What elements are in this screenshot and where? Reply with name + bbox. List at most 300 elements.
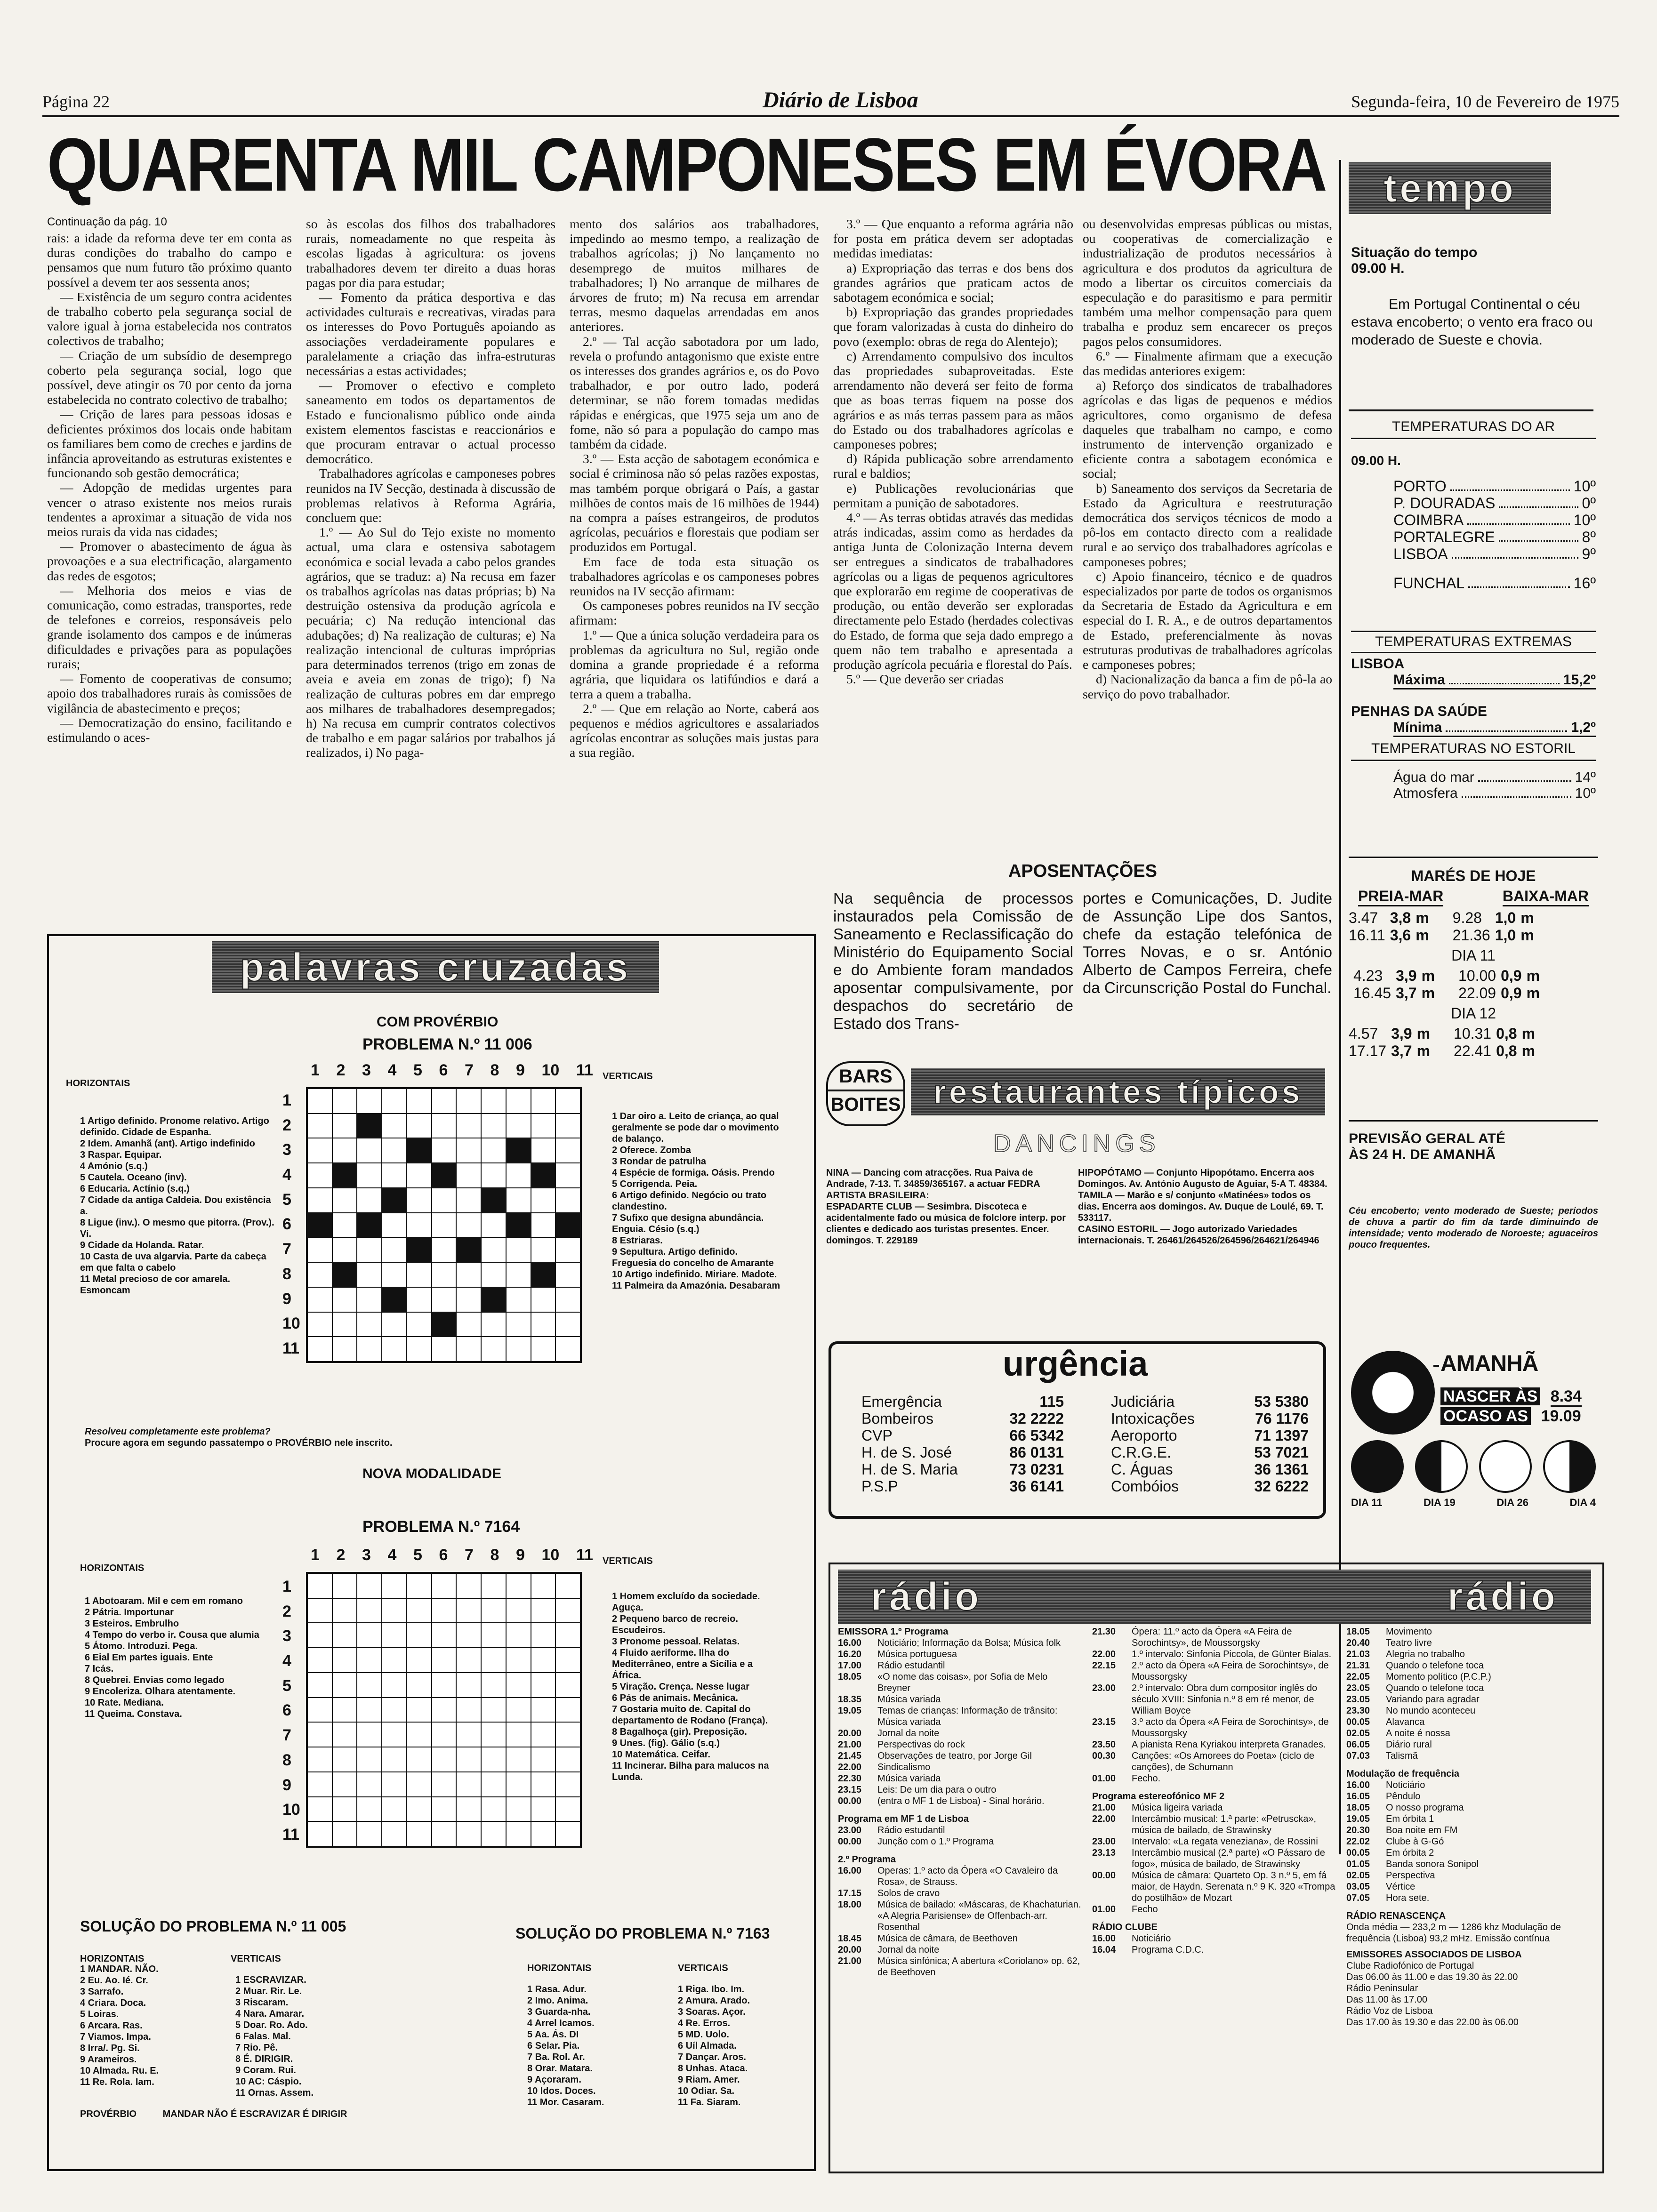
crossword-cell[interactable] xyxy=(531,1138,556,1163)
crossword-cell[interactable] xyxy=(357,1623,382,1648)
crossword-cell[interactable] xyxy=(307,1312,332,1337)
crossword-cell[interactable] xyxy=(555,1337,580,1362)
crossword-cell[interactable] xyxy=(531,1698,556,1723)
crossword-cell[interactable] xyxy=(357,1648,382,1673)
clue: 1 Artigo definido. Pronome relativo. Artigo definido. Cidade de Espanha. xyxy=(80,1116,269,1138)
crossword-cell[interactable] xyxy=(382,1138,407,1163)
crossword-cell[interactable] xyxy=(481,1312,506,1337)
crossword-cell[interactable] xyxy=(357,1287,382,1312)
crossword-cell[interactable] xyxy=(555,1114,580,1138)
crossword-cell[interactable] xyxy=(481,1797,506,1822)
crossword-cell[interactable] xyxy=(307,1237,332,1262)
crossword-cell[interactable] xyxy=(407,1089,432,1114)
clue: 1 Homem excluído da sociedade. Aguça. xyxy=(612,1591,760,1613)
crossword-cell[interactable] xyxy=(555,1747,580,1772)
crossword-cell[interactable] xyxy=(506,1337,531,1362)
crossword-cell[interactable] xyxy=(332,1821,357,1846)
crossword-cell[interactable] xyxy=(407,1237,432,1262)
crossword-cell[interactable] xyxy=(481,1337,506,1362)
crossword-cell[interactable] xyxy=(506,1287,531,1312)
crossword-cell[interactable] xyxy=(357,1163,382,1188)
crossword-cell[interactable] xyxy=(407,1648,432,1673)
crossword-cell[interactable] xyxy=(432,1337,457,1362)
crossword-cell[interactable] xyxy=(506,1138,531,1163)
crossword-cell[interactable] xyxy=(555,1089,580,1114)
p2-subtitle: NOVA MODALIDADE xyxy=(362,1466,501,1482)
crossword-cell[interactable] xyxy=(357,1188,382,1213)
urgencia-name: Aeroporto xyxy=(1111,1427,1177,1444)
solution-row: 10 Almada. Ru. E. xyxy=(80,2066,159,2076)
sol1-v-label: VERTICAIS xyxy=(231,1954,281,1964)
crossword-cell[interactable] xyxy=(432,1797,457,1822)
crossword-cell[interactable] xyxy=(531,1114,556,1138)
crossword-cell[interactable] xyxy=(307,1673,332,1698)
crossword-cell[interactable] xyxy=(531,1163,556,1188)
solution-row: 2 Imo. Anima. xyxy=(527,1996,588,2006)
crossword-cell[interactable] xyxy=(357,1312,382,1337)
crossword-cell[interactable] xyxy=(357,1772,382,1797)
crossword-cell[interactable] xyxy=(456,1138,481,1163)
crossword-cell[interactable] xyxy=(481,1089,506,1114)
crossword-cell[interactable] xyxy=(332,1312,357,1337)
crossword-cell[interactable] xyxy=(531,1287,556,1312)
crossword-cell[interactable] xyxy=(481,1188,506,1213)
crossword-cell[interactable] xyxy=(555,1598,580,1623)
crossword-cell[interactable] xyxy=(481,1213,506,1238)
crossword-cell[interactable] xyxy=(357,1213,382,1238)
crossword-cell[interactable] xyxy=(357,1138,382,1163)
tide-cell: 4.57 xyxy=(1349,1025,1378,1042)
crossword-cell[interactable] xyxy=(307,1623,332,1648)
moon-label: DIA 26 xyxy=(1496,1497,1528,1508)
crossword-cell[interactable] xyxy=(456,1772,481,1797)
crossword-cell[interactable] xyxy=(481,1114,506,1138)
crossword-cell[interactable] xyxy=(506,1648,531,1673)
crossword-cell[interactable] xyxy=(555,1262,580,1287)
crossword-cell[interactable] xyxy=(555,1237,580,1262)
crossword-cell[interactable] xyxy=(555,1821,580,1846)
crossword-cell[interactable] xyxy=(332,1188,357,1213)
crossword-cell[interactable] xyxy=(332,1287,357,1312)
maxima-value: 15,2º xyxy=(1563,672,1596,688)
crossword-cell[interactable] xyxy=(506,1188,531,1213)
crossword-cell[interactable] xyxy=(531,1722,556,1747)
crossword-cell[interactable] xyxy=(456,1598,481,1623)
radio-programme: Intervalo: «La regata veneziana», de Rossini xyxy=(1132,1836,1318,1847)
crossword-cell[interactable] xyxy=(555,1287,580,1312)
crossword-cell[interactable] xyxy=(531,1573,556,1598)
crossword-cell[interactable] xyxy=(456,1623,481,1648)
crossword-cell[interactable] xyxy=(382,1722,407,1747)
crossword-cell[interactable] xyxy=(307,1598,332,1623)
crossword-cell[interactable] xyxy=(357,1237,382,1262)
crossword-cell[interactable] xyxy=(481,1747,506,1772)
crossword-cell[interactable] xyxy=(555,1213,580,1238)
crossword-cell[interactable] xyxy=(307,1089,332,1114)
crossword-cell[interactable] xyxy=(555,1623,580,1648)
crossword-cell[interactable] xyxy=(357,1114,382,1138)
crossword-cell[interactable] xyxy=(332,1163,357,1188)
crossword-cell[interactable] xyxy=(407,1797,432,1822)
crossword-cell[interactable] xyxy=(481,1138,506,1163)
crossword-cell[interactable] xyxy=(432,1138,457,1163)
crossword-cell[interactable] xyxy=(357,1598,382,1623)
tide-cell: 3,6 xyxy=(1390,927,1411,944)
crossword-cell[interactable] xyxy=(506,1114,531,1138)
crossword-cell[interactable] xyxy=(407,1337,432,1362)
crossword-cell[interactable] xyxy=(382,1573,407,1598)
crossword-cell[interactable] xyxy=(357,1573,382,1598)
crossword-cell[interactable] xyxy=(531,1648,556,1673)
crossword-cell[interactable] xyxy=(357,1722,382,1747)
crossword-cell[interactable] xyxy=(357,1797,382,1822)
radio-item xyxy=(1346,1683,1591,1694)
crossword-cell[interactable] xyxy=(407,1772,432,1797)
crossword-cell[interactable] xyxy=(432,1648,457,1673)
crossword-cell[interactable] xyxy=(506,1163,531,1188)
crossword-cell[interactable] xyxy=(357,1337,382,1362)
crossword-cell[interactable] xyxy=(432,1747,457,1772)
row-number: 9 xyxy=(282,1290,291,1308)
crossword-cell[interactable] xyxy=(382,1287,407,1312)
crossword-cell[interactable] xyxy=(357,1821,382,1846)
crossword-cell[interactable] xyxy=(332,1722,357,1747)
crossword-cell[interactable] xyxy=(456,1797,481,1822)
tide-cell: 22.09 xyxy=(1458,985,1496,1002)
crossword-cell[interactable] xyxy=(432,1188,457,1213)
article-column-3 xyxy=(570,216,819,908)
crossword-cell[interactable] xyxy=(506,1797,531,1822)
crossword-cell[interactable] xyxy=(407,1213,432,1238)
crossword-cell[interactable] xyxy=(332,1673,357,1698)
article-paragraph: a) Expropriação das terras e dos bens dos grandes agrários que praticam actos de sabotagem económica e social; xyxy=(833,260,1073,305)
clue: 9 Sepultura. Artigo definido. Freguesia do concelho de Amarante xyxy=(612,1247,774,1268)
crossword-cell[interactable] xyxy=(407,1262,432,1287)
crossword-cell[interactable] xyxy=(506,1573,531,1598)
crossword-cell[interactable] xyxy=(307,1797,332,1822)
crossword-cell[interactable] xyxy=(506,1089,531,1114)
crossword-cell[interactable] xyxy=(407,1573,432,1598)
crossword-cell[interactable] xyxy=(481,1648,506,1673)
article-paragraph: so às escolas dos filhos dos trabalhadores rurais, nomeadamente no que respeita às escolas ligadas à agricultura: os jovens trabalhadores devem ter direito a duas horas pagas por dia para estudar; xyxy=(306,216,555,290)
crossword-cell[interactable] xyxy=(382,1821,407,1846)
crossword-cell[interactable] xyxy=(506,1821,531,1846)
crossword-cell[interactable] xyxy=(531,1821,556,1846)
crossword-cell[interactable] xyxy=(531,1213,556,1238)
crossword-cell[interactable] xyxy=(307,1163,332,1188)
crossword-cell[interactable] xyxy=(456,1573,481,1598)
crossword-cell[interactable] xyxy=(506,1722,531,1747)
crossword-cell[interactable] xyxy=(555,1797,580,1822)
crossword-cell[interactable] xyxy=(407,1673,432,1698)
solution-row: 6 Falas. Mal. xyxy=(235,2031,291,2042)
crossword-cell[interactable] xyxy=(407,1287,432,1312)
crossword-cell[interactable] xyxy=(307,1114,332,1138)
crossword-cell[interactable] xyxy=(382,1797,407,1822)
crossword-cell[interactable] xyxy=(506,1262,531,1287)
radio-item xyxy=(838,1739,1083,1750)
radio-banner-left: rádio xyxy=(871,1574,982,1619)
crossword-cell[interactable] xyxy=(432,1287,457,1312)
clue: 5 Viração. Crença. Nesse lugar xyxy=(612,1682,750,1692)
crossword-cell[interactable] xyxy=(432,1262,457,1287)
crossword-cell[interactable] xyxy=(382,1312,407,1337)
crossword-cell[interactable] xyxy=(382,1089,407,1114)
crossword-cell[interactable] xyxy=(407,1747,432,1772)
crossword-cell[interactable] xyxy=(332,1797,357,1822)
page-header xyxy=(42,87,1619,115)
crossword-cell[interactable] xyxy=(307,1821,332,1846)
crossword-cell[interactable] xyxy=(531,1673,556,1698)
crossword-cell[interactable] xyxy=(307,1213,332,1238)
nascer-label: NASCER ÀS xyxy=(1440,1387,1540,1405)
crossword-cell[interactable] xyxy=(332,1213,357,1238)
crossword-cell[interactable] xyxy=(456,1673,481,1698)
crossword-cell[interactable] xyxy=(456,1089,481,1114)
crossword-cell[interactable] xyxy=(481,1262,506,1287)
clue: 2 Pequeno barco de recreio. Escudeiros. xyxy=(612,1614,738,1635)
crossword-cell[interactable] xyxy=(456,1262,481,1287)
crossword-cell[interactable] xyxy=(555,1722,580,1747)
crossword-cell[interactable] xyxy=(382,1598,407,1623)
crossword-cell[interactable] xyxy=(307,1138,332,1163)
row-number: 8 xyxy=(282,1265,291,1283)
crossword-cell[interactable] xyxy=(332,1237,357,1262)
crossword-cell[interactable] xyxy=(506,1747,531,1772)
crossword-cell[interactable] xyxy=(506,1312,531,1337)
radio-time: 17.15 xyxy=(838,1888,862,1899)
crossword-cell[interactable] xyxy=(332,1772,357,1797)
crossword-cell[interactable] xyxy=(307,1648,332,1673)
radio-programme: Teatro livre xyxy=(1386,1638,1432,1648)
crossword-cell[interactable] xyxy=(432,1573,457,1598)
radio-programme: Banda sonora Sonipol xyxy=(1386,1859,1479,1869)
crossword-cell[interactable] xyxy=(407,1623,432,1648)
solution-row: 4 Criara. Doca. xyxy=(80,1998,146,2008)
crossword-cell[interactable] xyxy=(332,1337,357,1362)
crossword-cell[interactable] xyxy=(506,1598,531,1623)
crossword-cell[interactable] xyxy=(332,1598,357,1623)
crossword-cell[interactable] xyxy=(481,1163,506,1188)
crossword-cell[interactable] xyxy=(307,1573,332,1598)
crossword-cell[interactable] xyxy=(432,1213,457,1238)
tide-cell: 0,8 xyxy=(1496,1042,1517,1059)
crossword-cell[interactable] xyxy=(357,1747,382,1772)
crossword-cell[interactable] xyxy=(407,1188,432,1213)
crossword-cell[interactable] xyxy=(456,1337,481,1362)
crossword-cell[interactable] xyxy=(307,1722,332,1747)
crossword-cell[interactable] xyxy=(407,1114,432,1138)
crossword-grid-2[interactable] xyxy=(306,1572,582,1848)
solution-row: 5 Loiras. xyxy=(80,2009,119,2020)
crossword-cell[interactable] xyxy=(332,1089,357,1114)
article-paragraph: Em face de toda esta situação os trabalhadores agrícolas e os camponeses pobres reunidos na IV secção afirmam: xyxy=(570,554,819,599)
crossword-cell[interactable] xyxy=(432,1089,457,1114)
crossword-cell[interactable] xyxy=(531,1623,556,1648)
crossword-cell[interactable] xyxy=(531,1337,556,1362)
bar-listing: CASINO ESTORIL — Jogo autorizado Variedades internacionais. T. 26461/264526/264596/264621/264946 xyxy=(1078,1224,1319,1246)
crossword-cell[interactable] xyxy=(456,1163,481,1188)
crossword-cell[interactable] xyxy=(456,1722,481,1747)
crossword-cell[interactable] xyxy=(407,1698,432,1723)
crossword-cell[interactable] xyxy=(456,1114,481,1138)
urgencia-row xyxy=(861,1427,1064,1444)
crossword-cell[interactable] xyxy=(456,1312,481,1337)
crossword-cell[interactable] xyxy=(382,1648,407,1673)
radio-time: 00.05 xyxy=(1346,1717,1370,1727)
crossword-cell[interactable] xyxy=(382,1262,407,1287)
crossword-cell[interactable] xyxy=(456,1747,481,1772)
crossword-cell[interactable] xyxy=(481,1573,506,1598)
radio-time: 06.05 xyxy=(1346,1739,1370,1750)
crossword-cell[interactable] xyxy=(307,1698,332,1723)
clue: 7 Sufixo que designa abundância. Enguia. Césio (s.q.) xyxy=(612,1213,764,1234)
crossword-cell[interactable] xyxy=(382,1163,407,1188)
crossword-cell[interactable] xyxy=(555,1138,580,1163)
crossword-cell[interactable] xyxy=(555,1188,580,1213)
crossword-cell[interactable] xyxy=(332,1698,357,1723)
bar-listing: ESPADARTE CLUB — Sesimbra. Discoteca e acidentalmente fado ou música de folclore interp. por clientes e dedicado aos turistas presentes. Encer. domingos. T. 229189 xyxy=(826,1202,1066,1246)
crossword-cell[interactable] xyxy=(456,1287,481,1312)
crossword-cell[interactable] xyxy=(382,1114,407,1138)
crossword-cell[interactable] xyxy=(432,1237,457,1262)
radio-time: 20.00 xyxy=(838,1945,862,1955)
crossword-cell[interactable] xyxy=(382,1698,407,1723)
crossword-cell[interactable] xyxy=(481,1623,506,1648)
crossword-cell[interactable] xyxy=(432,1673,457,1698)
crossword-cell[interactable] xyxy=(307,1747,332,1772)
crossword-cell[interactable] xyxy=(531,1237,556,1262)
crossword-cell[interactable] xyxy=(481,1698,506,1723)
crossword-cell[interactable] xyxy=(555,1673,580,1698)
crossword-cell[interactable] xyxy=(456,1821,481,1846)
crossword-cell[interactable] xyxy=(382,1188,407,1213)
crossword-cell[interactable] xyxy=(531,1747,556,1772)
crossword-cell[interactable] xyxy=(307,1287,332,1312)
crossword-cell[interactable] xyxy=(332,1262,357,1287)
crossword-cell[interactable] xyxy=(432,1163,457,1188)
crossword-cell[interactable] xyxy=(407,1163,432,1188)
urgencia-row xyxy=(861,1393,1064,1410)
crossword-cell[interactable] xyxy=(382,1213,407,1238)
crossword-cell[interactable] xyxy=(307,1262,332,1287)
crossword-cell[interactable] xyxy=(481,1821,506,1846)
crossword-cell[interactable] xyxy=(432,1312,457,1337)
crossword-cell[interactable] xyxy=(432,1623,457,1648)
crossword-cell[interactable] xyxy=(456,1648,481,1673)
crossword-cell[interactable] xyxy=(382,1337,407,1362)
crossword-cell[interactable] xyxy=(456,1213,481,1238)
crossword-cell[interactable] xyxy=(531,1598,556,1623)
crossword-cell[interactable] xyxy=(432,1114,457,1138)
crossword-cell[interactable] xyxy=(357,1262,382,1287)
crossword-cell[interactable] xyxy=(456,1698,481,1723)
crossword-cell[interactable] xyxy=(332,1138,357,1163)
solution-row: 4 Arrel Icamos. xyxy=(527,2018,595,2028)
urgencia-name: C.R.G.E. xyxy=(1111,1444,1172,1461)
crossword-cell[interactable] xyxy=(481,1772,506,1797)
crossword-cell[interactable] xyxy=(332,1648,357,1673)
crossword-cell[interactable] xyxy=(531,1188,556,1213)
crossword-cell[interactable] xyxy=(506,1673,531,1698)
crossword-cell[interactable] xyxy=(357,1673,382,1698)
crossword-cell[interactable] xyxy=(531,1312,556,1337)
radio-item xyxy=(1092,1649,1337,1660)
crossword-cell[interactable] xyxy=(407,1598,432,1623)
crossword-cell[interactable] xyxy=(407,1138,432,1163)
sun-icon xyxy=(1351,1351,1435,1435)
crossword-cell[interactable] xyxy=(506,1772,531,1797)
row-number: 2 xyxy=(282,1602,291,1620)
crossword-cell[interactable] xyxy=(531,1797,556,1822)
crossword-cell[interactable] xyxy=(481,1287,506,1312)
crossword-cell[interactable] xyxy=(555,1163,580,1188)
crossword-cell[interactable] xyxy=(555,1772,580,1797)
crossword-cell[interactable] xyxy=(432,1698,457,1723)
crossword-cell[interactable] xyxy=(555,1698,580,1723)
crossword-cell[interactable] xyxy=(407,1821,432,1846)
crossword-cell[interactable] xyxy=(307,1337,332,1362)
crossword-cell[interactable] xyxy=(506,1623,531,1648)
crossword-cell[interactable] xyxy=(531,1089,556,1114)
crossword-cell[interactable] xyxy=(555,1648,580,1673)
crossword-cell[interactable] xyxy=(531,1262,556,1287)
crossword-cell[interactable] xyxy=(506,1213,531,1238)
crossword-cell[interactable] xyxy=(506,1237,531,1262)
p1-horizontais-list xyxy=(80,1115,278,1296)
crossword-cell[interactable] xyxy=(481,1673,506,1698)
crossword-cell[interactable] xyxy=(407,1312,432,1337)
crossword-cell[interactable] xyxy=(555,1312,580,1337)
crossword-cell[interactable] xyxy=(357,1089,382,1114)
crossword-cell[interactable] xyxy=(555,1573,580,1598)
crossword-cell[interactable] xyxy=(456,1188,481,1213)
solution-row: 9 Riam. Amer. xyxy=(678,2075,740,2085)
urgencia-row xyxy=(1111,1410,1309,1427)
crossword-cell[interactable] xyxy=(506,1698,531,1723)
crossword-cell[interactable] xyxy=(432,1821,457,1846)
crossword-cell[interactable] xyxy=(382,1237,407,1262)
crossword-cell[interactable] xyxy=(407,1722,432,1747)
crossword-cell[interactable] xyxy=(307,1188,332,1213)
crossword-cell[interactable] xyxy=(481,1722,506,1747)
crossword-cell[interactable] xyxy=(456,1237,481,1262)
crossword-cell[interactable] xyxy=(332,1573,357,1598)
radio-time: 23.00 xyxy=(1092,1836,1116,1847)
crossword-cell[interactable] xyxy=(307,1772,332,1797)
crossword-cell[interactable] xyxy=(357,1698,382,1723)
crossword-cell[interactable] xyxy=(382,1747,407,1772)
row-number: 2 xyxy=(282,1116,291,1134)
crossword-cell[interactable] xyxy=(481,1598,506,1623)
radio-time: 18.05 xyxy=(1346,1803,1370,1813)
crossword-cell[interactable] xyxy=(432,1772,457,1797)
crossword-cell[interactable] xyxy=(382,1623,407,1648)
crossword-cell[interactable] xyxy=(481,1237,506,1262)
crossword-cell[interactable] xyxy=(382,1673,407,1698)
column-number: 2 xyxy=(336,1061,346,1079)
crossword-cell[interactable] xyxy=(432,1598,457,1623)
radio-item xyxy=(838,1784,1083,1795)
crossword-cell[interactable] xyxy=(432,1722,457,1747)
crossword-cell[interactable] xyxy=(332,1114,357,1138)
crossword-cell[interactable] xyxy=(332,1623,357,1648)
tide-cell: m xyxy=(1520,909,1534,926)
crossword-cell[interactable] xyxy=(531,1772,556,1797)
crossword-cell[interactable] xyxy=(332,1747,357,1772)
crossword-cell[interactable] xyxy=(382,1772,407,1797)
crossword-grid-1[interactable] xyxy=(306,1087,582,1363)
